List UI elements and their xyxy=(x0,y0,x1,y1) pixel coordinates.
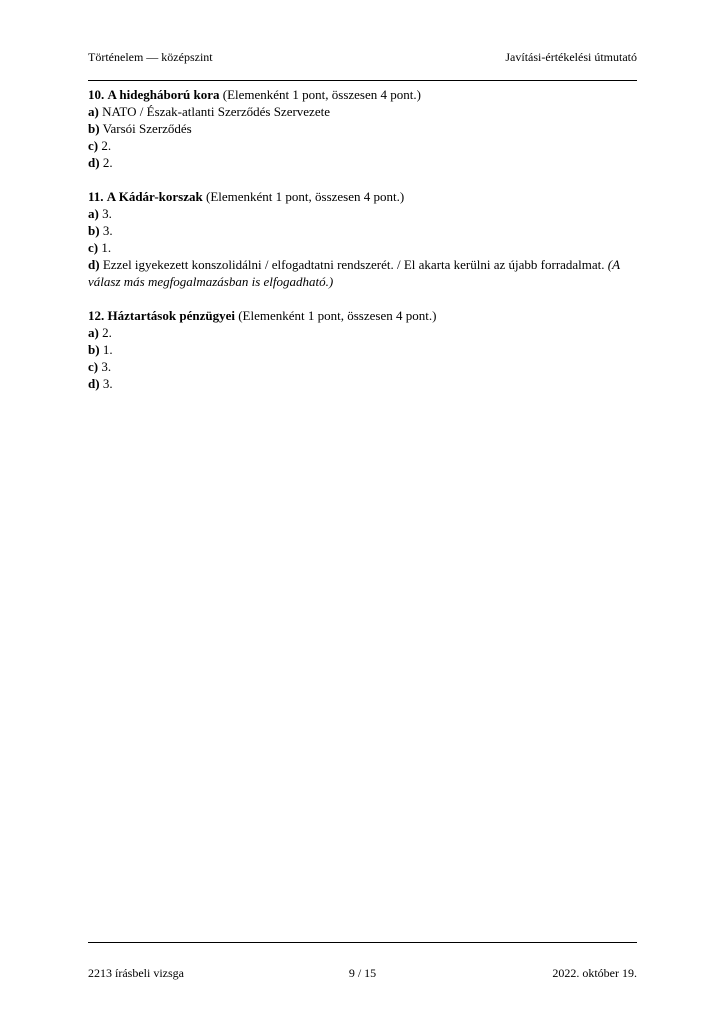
answer-key: c) xyxy=(88,138,99,153)
answer-remark: (A válasz más megfogalmazásban is elfogadható.) xyxy=(88,257,620,289)
footer-rule xyxy=(88,942,637,943)
answer-item xyxy=(88,120,637,137)
answer-item xyxy=(88,324,637,341)
answer-key: d) xyxy=(88,376,100,391)
answer-item xyxy=(88,137,637,154)
answer-text: 1. xyxy=(102,342,113,357)
answer-text: 3. xyxy=(101,359,112,374)
answer-key: a) xyxy=(88,104,99,119)
section-heading xyxy=(88,307,637,324)
section-10 xyxy=(88,86,637,171)
page-footer xyxy=(88,966,637,981)
answer-text: Varsói Szerződés xyxy=(102,121,192,136)
section-number: 12. xyxy=(88,308,105,323)
section-title: A hidegháború kora xyxy=(107,87,220,102)
header-rule xyxy=(88,80,637,81)
section-number: 11. xyxy=(88,189,104,204)
answer-text: 3. xyxy=(102,223,113,238)
answer-text: 2. xyxy=(101,138,112,153)
answer-text: 3. xyxy=(102,376,113,391)
section-note: (Elemenként 1 pont, összesen 4 pont.) xyxy=(206,189,405,204)
footer-exam-code: 2213 írásbeli vizsga xyxy=(88,966,184,980)
answer-key: d) xyxy=(88,155,100,170)
answer-item xyxy=(88,222,637,239)
answer-key: a) xyxy=(88,206,99,221)
answer-item xyxy=(88,375,637,392)
answer-text: Ezzel igyekezett konszolidálni / elfogadtatni rendszerét. / El akarta kerülni az újabb forradalmat. xyxy=(102,257,605,272)
section-title: Háztartások pénzügyei xyxy=(107,308,235,323)
answer-key: a) xyxy=(88,325,99,340)
answer-key: c) xyxy=(88,359,99,374)
answer-item xyxy=(88,239,637,256)
section-title: A Kádár-korszak xyxy=(106,189,203,204)
answer-key: d) xyxy=(88,257,100,272)
section-note: (Elemenként 1 pont, összesen 4 pont.) xyxy=(238,308,437,323)
answer-text: 2. xyxy=(102,325,112,340)
section-heading xyxy=(88,86,637,103)
answer-item xyxy=(88,154,637,171)
answer-key: c) xyxy=(88,240,99,255)
answer-item xyxy=(88,358,637,375)
header-doc-type: Javítási-értékelési útmutató xyxy=(505,50,637,64)
answer-key: b) xyxy=(88,121,100,136)
section-note: (Elemenként 1 pont, összesen 4 pont.) xyxy=(222,87,421,102)
page-number: 9 / 15 xyxy=(348,966,377,980)
answer-text: 2. xyxy=(102,155,113,170)
answer-text: 3. xyxy=(102,206,112,221)
footer-date: 2022. október 19. xyxy=(552,966,637,980)
answer-item xyxy=(88,341,637,358)
answer-item xyxy=(88,103,637,120)
page-header xyxy=(88,50,637,65)
header-subject: Történelem — középszint xyxy=(88,50,213,64)
answer-content xyxy=(88,86,637,409)
section-heading xyxy=(88,188,637,205)
section-12 xyxy=(88,307,637,392)
answer-text: 1. xyxy=(101,240,112,255)
answer-key: b) xyxy=(88,223,100,238)
answer-text: NATO / Észak-atlanti Szerződés Szervezete xyxy=(102,104,330,119)
section-11 xyxy=(88,188,637,290)
answer-item xyxy=(88,256,637,290)
answer-item xyxy=(88,205,637,222)
section-number: 10. xyxy=(88,87,105,102)
answer-key: b) xyxy=(88,342,100,357)
